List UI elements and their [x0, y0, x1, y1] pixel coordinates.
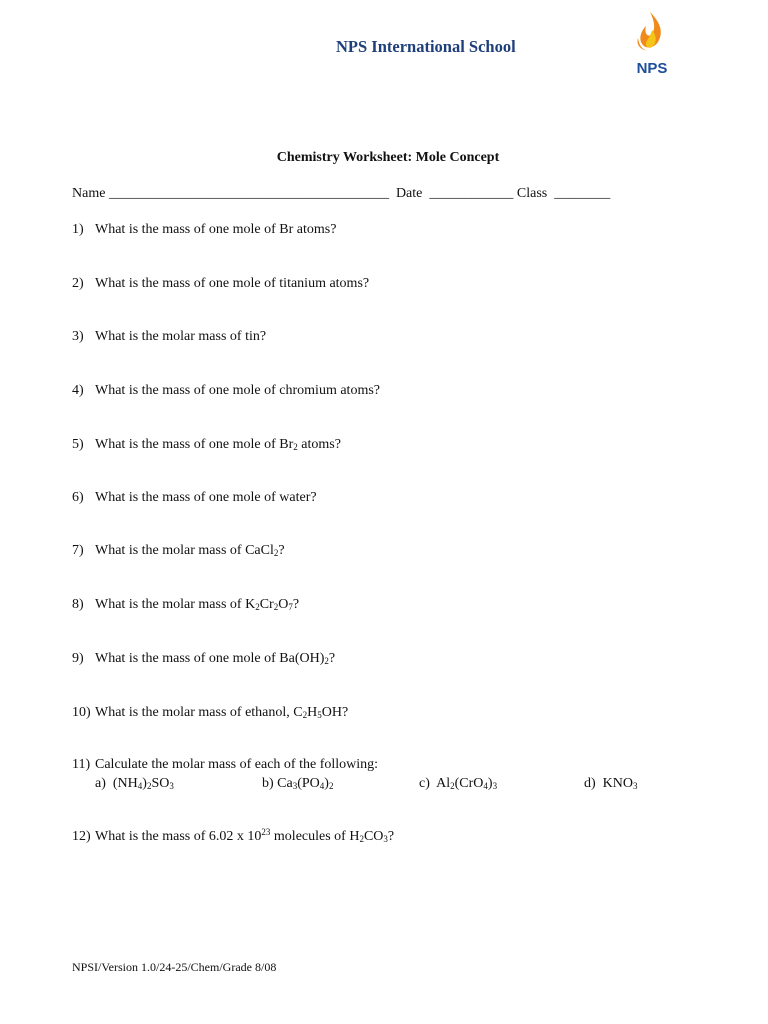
question-number: 5): [72, 437, 84, 452]
part-label: d): [584, 776, 596, 791]
question-6: [72, 490, 317, 506]
subscript: 2: [450, 781, 455, 791]
class-field[interactable]: ________: [554, 186, 611, 201]
question-4: [72, 383, 380, 399]
subscript: 3: [383, 834, 388, 844]
q11-part-c: [419, 776, 497, 792]
question-number: 7): [72, 543, 84, 558]
formula-part: (PO: [297, 776, 320, 791]
q11-part-b: [262, 776, 333, 792]
subscript: 2: [359, 834, 364, 844]
question-number: 6): [72, 490, 84, 505]
question-number: 1): [72, 222, 84, 237]
superscript: 23: [261, 827, 271, 837]
formula-part: (NH: [112, 776, 138, 791]
question-text-part: ?: [328, 651, 336, 666]
subscript: 4: [483, 781, 488, 791]
question-1: [72, 222, 336, 238]
date-field[interactable]: ____________: [429, 186, 514, 201]
question-text-part: ?: [387, 829, 395, 844]
question-text: What is the mass of one mole of Br atoms?: [95, 222, 337, 237]
question-number: 12): [72, 829, 91, 844]
question-3: [72, 329, 266, 345]
question-text-part: O: [278, 597, 289, 612]
question-number: 3): [72, 329, 84, 344]
flame-icon: [624, 10, 680, 78]
school-logo: [624, 10, 680, 78]
formula-part: KNO: [602, 776, 634, 791]
formula-part: ): [142, 776, 147, 791]
question-2: [72, 276, 369, 292]
part-label: a): [95, 776, 106, 791]
subscript: 2: [324, 656, 329, 666]
formula-part: ): [487, 776, 493, 791]
subscript: 3: [492, 781, 498, 791]
subscript: 2: [293, 442, 298, 452]
formula-part: (CrO: [454, 776, 484, 791]
formula-part: Ca: [277, 776, 293, 791]
question-5: [72, 437, 341, 453]
question-text-part: What is the mass of 6.02 x 10: [95, 829, 262, 844]
date-label: Date: [395, 186, 423, 201]
question-text: What is the mass of one mole of water?: [95, 490, 317, 505]
question-text: Calculate the molar mass of each of the following:: [95, 757, 379, 772]
worksheet-title: Chemistry Worksheet: Mole Concept: [276, 150, 500, 165]
question-9: [72, 651, 335, 667]
subscript: 2: [273, 602, 279, 612]
subscript: 2: [302, 710, 308, 720]
question-number: 4): [72, 383, 84, 398]
question-number: 11): [72, 757, 91, 772]
question-text-part: What is the mass of one mole of Br: [95, 437, 294, 452]
subscript: 2: [328, 781, 334, 791]
subscript: 3: [169, 781, 174, 791]
question-text: What is the molar mass of tin?: [95, 329, 267, 344]
question-number: 10): [72, 705, 91, 720]
question-number: 9): [72, 651, 84, 666]
name-field[interactable]: ________________________________________: [108, 186, 389, 201]
subscript: 2: [255, 602, 260, 612]
question-text-part: What is the molar mass of K: [95, 597, 256, 612]
question-text-part: What is the molar mass of CaCl: [95, 543, 274, 558]
question-text-part: atoms?: [297, 437, 341, 452]
question-10: [72, 705, 348, 721]
subscript: 5: [317, 710, 322, 720]
question-7: [72, 543, 285, 559]
formula-part: ): [324, 776, 329, 791]
question-12: [72, 829, 394, 845]
name-label: Name: [72, 186, 106, 201]
school-name: NPS International School: [336, 37, 516, 56]
subscript: 3: [633, 781, 638, 791]
part-label: c): [419, 776, 430, 791]
question-text-part: molecules of H: [270, 829, 360, 844]
subscript: 4: [137, 781, 143, 791]
subscript: 2: [273, 548, 279, 558]
logo-text: NPS: [636, 60, 668, 77]
question-11: [72, 757, 378, 773]
part-label: b): [262, 776, 274, 791]
formula-part: SO: [151, 776, 170, 791]
question-text-part: ?: [292, 597, 300, 612]
q11-part-a: [95, 776, 174, 792]
footer-version: NPSI/Version 1.0/24-25/Chem/Grade 8/08: [72, 960, 277, 974]
q11-part-d: [584, 776, 638, 792]
subscript: 7: [288, 602, 293, 612]
question-text: What is the mass of one mole of titanium atoms?: [95, 276, 370, 291]
question-text: What is the mass of one mole of chromium atoms?: [95, 383, 380, 398]
subscript: 4: [319, 781, 325, 791]
student-info-line: [72, 186, 610, 202]
class-label: Class: [516, 186, 548, 201]
question-text-part: H: [307, 705, 318, 720]
question-text-part: Cr: [259, 597, 274, 612]
question-text-part: OH?: [321, 705, 349, 720]
question-text-part: What is the molar mass of ethanol, C: [95, 705, 303, 720]
formula-part: Al: [436, 776, 451, 791]
question-text-part: What is the mass of one mole of Ba(OH): [95, 651, 325, 666]
subscript: 2: [146, 781, 152, 791]
question-8: [72, 597, 299, 613]
question-text-part: ?: [278, 543, 285, 558]
question-text-part: CO: [363, 829, 384, 844]
subscript: 3: [292, 781, 298, 791]
question-number: 8): [72, 597, 84, 612]
question-number: 2): [72, 276, 84, 291]
